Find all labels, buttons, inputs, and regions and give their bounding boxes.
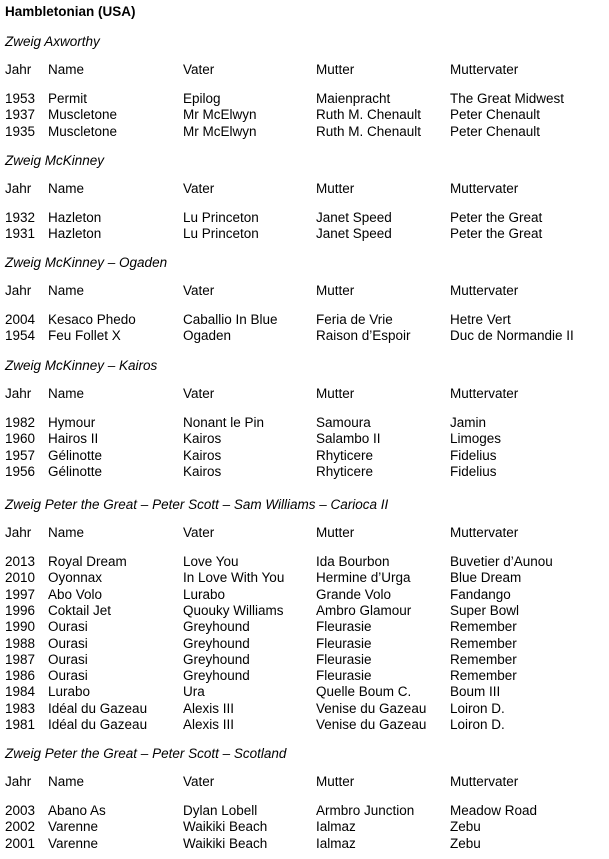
name-cell: Ourasi bbox=[48, 635, 88, 651]
name-cell: Gélinotte bbox=[48, 463, 103, 479]
father-cell: Nonant le Pin bbox=[183, 415, 265, 430]
father-cell: Mr McElwyn bbox=[183, 107, 257, 123]
table-row bbox=[0, 107, 609, 123]
year-cell: 1983 bbox=[5, 700, 36, 716]
year-cell: 2013 bbox=[5, 554, 36, 569]
table-row bbox=[0, 328, 609, 344]
year-cell: 1982 bbox=[5, 415, 36, 430]
table-header-row bbox=[0, 181, 609, 197]
year-cell: 1956 bbox=[5, 463, 36, 479]
year-cell: 1997 bbox=[5, 586, 36, 602]
table-row bbox=[0, 587, 609, 603]
mother-father-cell: Super Bowl bbox=[450, 602, 520, 618]
mother-father-cell: Remember bbox=[450, 635, 517, 651]
header-year-cell: Jahr bbox=[5, 525, 32, 540]
name-cell: Ourasi bbox=[48, 619, 88, 635]
father-cell: Dylan Lobell bbox=[183, 803, 258, 818]
mother-cell: Fleurasie bbox=[316, 651, 372, 667]
mother-father-cell: Remember bbox=[450, 668, 517, 684]
table-row bbox=[0, 431, 609, 447]
mother-cell: Quelle Boum C. bbox=[316, 684, 412, 700]
table-row bbox=[0, 619, 609, 635]
table-row bbox=[0, 668, 609, 684]
year-cell: 1981 bbox=[5, 717, 36, 732]
father-cell: In Love With You bbox=[183, 570, 285, 586]
name-cell: Ourasi bbox=[48, 668, 88, 684]
year-cell: 2001 bbox=[5, 835, 36, 851]
father-cell: Ura bbox=[183, 684, 205, 700]
table-header-row bbox=[0, 386, 609, 402]
header-father-cell: Vater bbox=[183, 181, 215, 196]
year-cell: 1937 bbox=[5, 107, 36, 123]
header-father-cell: Vater bbox=[183, 525, 215, 540]
mother-cell: Armbro Junction bbox=[316, 803, 415, 818]
name-cell: Feu Follet X bbox=[48, 328, 121, 344]
mother-cell: Fleurasie bbox=[316, 668, 372, 684]
header-name-cell: Name bbox=[48, 181, 85, 196]
year-cell: 1953 bbox=[5, 91, 36, 106]
father-cell: Ogaden bbox=[183, 328, 232, 344]
mother-father-cell: Peter the Great bbox=[450, 210, 543, 225]
father-cell: Caballio In Blue bbox=[183, 312, 278, 327]
table-row bbox=[0, 636, 609, 652]
year-cell: 1986 bbox=[5, 668, 36, 684]
year-cell: 2002 bbox=[5, 819, 36, 835]
name-cell: Hairos II bbox=[48, 431, 99, 447]
mother-cell: Ida Bourbon bbox=[316, 554, 390, 569]
year-cell: 1932 bbox=[5, 210, 36, 225]
table-row bbox=[0, 803, 609, 819]
mother-cell: Fleurasie bbox=[316, 619, 372, 635]
mother-father-cell: Zebu bbox=[450, 835, 481, 851]
mother-father-cell: Loiron D. bbox=[450, 717, 505, 732]
name-cell: Abo Volo bbox=[48, 586, 103, 602]
father-cell: Lu Princeton bbox=[183, 210, 259, 225]
name-cell: Varenne bbox=[48, 819, 99, 835]
table-row bbox=[0, 226, 609, 242]
header-year-cell: Jahr bbox=[5, 181, 32, 196]
mother-cell: Fleurasie bbox=[316, 635, 372, 651]
name-cell: Muscletone bbox=[48, 107, 118, 123]
table-header-row bbox=[0, 283, 609, 299]
mother-cell: Salambo II bbox=[316, 431, 381, 447]
mother-father-cell: Remember bbox=[450, 619, 517, 635]
table-row bbox=[0, 652, 609, 668]
table-row bbox=[0, 554, 609, 570]
mother-father-cell: Buvetier d’Aunou bbox=[450, 554, 553, 569]
name-cell: Kesaco Phedo bbox=[48, 312, 136, 327]
name-cell: Idéal du Gazeau bbox=[48, 717, 148, 732]
header-name-cell: Name bbox=[48, 283, 85, 298]
header-mother-father-cell: Muttervater bbox=[450, 181, 519, 196]
table-row bbox=[0, 210, 609, 226]
header-year-cell: Jahr bbox=[5, 386, 32, 401]
mother-cell: Rhyticere bbox=[316, 447, 374, 463]
name-cell: Lurabo bbox=[48, 684, 91, 700]
mother-cell: Venise du Gazeau bbox=[316, 717, 427, 732]
mother-cell: Ialmaz bbox=[316, 835, 356, 851]
year-cell: 2003 bbox=[5, 803, 36, 818]
year-cell: 1931 bbox=[5, 226, 36, 242]
mother-cell: Ruth M. Chenault bbox=[316, 107, 422, 123]
header-mother-father-cell: Muttervater bbox=[450, 525, 519, 540]
name-cell: Muscletone bbox=[48, 123, 118, 139]
header-mother-cell: Mutter bbox=[316, 525, 355, 540]
mother-cell: Maienpracht bbox=[316, 91, 391, 106]
mother-father-cell: Hetre Vert bbox=[450, 312, 511, 327]
header-year-cell: Jahr bbox=[5, 774, 32, 789]
name-cell: Ourasi bbox=[48, 651, 88, 667]
table-row bbox=[0, 819, 609, 835]
mother-father-cell: Meadow Road bbox=[450, 803, 538, 818]
header-name-cell: Name bbox=[48, 525, 85, 540]
table-row bbox=[0, 717, 609, 733]
name-cell: Varenne bbox=[48, 835, 99, 851]
mother-cell: Rhyticere bbox=[316, 463, 374, 479]
year-cell: 1988 bbox=[5, 635, 36, 651]
table-row bbox=[0, 836, 609, 852]
name-cell: Hymour bbox=[48, 415, 96, 430]
mother-father-cell: Fidelius bbox=[450, 447, 497, 463]
header-mother-father-cell: Muttervater bbox=[450, 774, 519, 789]
mother-father-cell: Blue Dream bbox=[450, 570, 522, 586]
table-row bbox=[0, 415, 609, 431]
mother-father-cell: The Great Midwest bbox=[450, 91, 565, 106]
table-header-row bbox=[0, 525, 609, 541]
mother-father-cell: Peter the Great bbox=[450, 226, 543, 242]
name-cell: Oyonnax bbox=[48, 570, 103, 586]
father-cell: Love You bbox=[183, 554, 239, 569]
year-cell: 1990 bbox=[5, 619, 36, 635]
father-cell: Greyhound bbox=[183, 651, 250, 667]
father-cell: Kairos bbox=[183, 447, 222, 463]
year-cell: 2004 bbox=[5, 312, 36, 327]
mother-cell: Janet Speed bbox=[316, 210, 392, 225]
mother-father-cell: Loiron D. bbox=[450, 700, 505, 716]
header-year-cell: Jahr bbox=[5, 283, 32, 298]
section-title: Zweig McKinney – Kairos bbox=[5, 358, 158, 373]
mother-father-cell: Fidelius bbox=[450, 463, 497, 479]
table-row bbox=[0, 124, 609, 140]
header-name-cell: Name bbox=[48, 386, 85, 401]
header-father-cell: Vater bbox=[183, 62, 215, 77]
father-cell: Alexis III bbox=[183, 700, 235, 716]
header-mother-father-cell: Muttervater bbox=[450, 283, 519, 298]
section-title: Zweig Peter the Great – Peter Scott – Sam Williams – Carioca II bbox=[5, 497, 389, 512]
year-cell: 1984 bbox=[5, 684, 36, 700]
mother-cell: Raison d’Espoir bbox=[316, 328, 411, 344]
header-name-cell: Name bbox=[48, 62, 85, 77]
header-father-cell: Vater bbox=[183, 774, 215, 789]
table-row bbox=[0, 312, 609, 328]
mother-father-cell: Remember bbox=[450, 651, 517, 667]
mother-cell: Feria de Vrie bbox=[316, 312, 393, 327]
name-cell: Idéal du Gazeau bbox=[48, 700, 148, 716]
table-header-row bbox=[0, 774, 609, 790]
year-cell: 1957 bbox=[5, 447, 36, 463]
father-cell: Kairos bbox=[183, 431, 222, 447]
header-year-cell: Jahr bbox=[5, 62, 32, 77]
header-mother-cell: Mutter bbox=[316, 774, 355, 789]
year-cell: 2010 bbox=[5, 570, 36, 586]
father-cell: Greyhound bbox=[183, 619, 250, 635]
mother-cell: Ambro Glamour bbox=[316, 602, 412, 618]
father-cell: Epilog bbox=[183, 91, 221, 106]
section-title: Zweig Peter the Great – Peter Scott – Scotland bbox=[5, 746, 287, 761]
father-cell: Greyhound bbox=[183, 635, 250, 651]
name-cell: Royal Dream bbox=[48, 554, 127, 569]
document-title: Hambletonian (USA) bbox=[5, 4, 136, 19]
father-cell: Lurabo bbox=[183, 586, 226, 602]
father-cell: Mr McElwyn bbox=[183, 123, 257, 139]
mother-cell: Ruth M. Chenault bbox=[316, 123, 422, 139]
header-mother-cell: Mutter bbox=[316, 181, 355, 196]
mother-father-cell: Peter Chenault bbox=[450, 123, 541, 139]
table-row bbox=[0, 701, 609, 717]
year-cell: 1935 bbox=[5, 123, 36, 139]
header-mother-father-cell: Muttervater bbox=[450, 386, 519, 401]
header-father-cell: Vater bbox=[183, 386, 215, 401]
mother-father-cell: Peter Chenault bbox=[450, 107, 541, 123]
table-row bbox=[0, 464, 609, 480]
mother-father-cell: Boum III bbox=[450, 684, 501, 700]
year-cell: 1954 bbox=[5, 328, 36, 344]
section-title: Zweig McKinney bbox=[5, 153, 105, 168]
mother-cell: Samoura bbox=[316, 415, 371, 430]
year-cell: 1960 bbox=[5, 431, 36, 447]
header-mother-cell: Mutter bbox=[316, 283, 355, 298]
section-title: Zweig Axworthy bbox=[5, 34, 100, 49]
name-cell: Permit bbox=[48, 91, 88, 106]
header-father-cell: Vater bbox=[183, 283, 215, 298]
header-mother-cell: Mutter bbox=[316, 386, 355, 401]
name-cell: Abano As bbox=[48, 803, 106, 818]
father-cell: Waikiki Beach bbox=[183, 819, 268, 835]
mother-cell: Ialmaz bbox=[316, 819, 356, 835]
mother-father-cell: Jamin bbox=[450, 415, 487, 430]
name-cell: Hazleton bbox=[48, 226, 102, 242]
section-title: Zweig McKinney – Ogaden bbox=[5, 255, 168, 270]
header-mother-father-cell: Muttervater bbox=[450, 62, 519, 77]
father-cell: Kairos bbox=[183, 463, 222, 479]
header-mother-cell: Mutter bbox=[316, 62, 355, 77]
table-header-row bbox=[0, 62, 609, 78]
table-row bbox=[0, 603, 609, 619]
mother-cell: Janet Speed bbox=[316, 226, 392, 242]
header-name-cell: Name bbox=[48, 774, 85, 789]
table-row bbox=[0, 684, 609, 700]
mother-cell: Hermine d’Urga bbox=[316, 570, 411, 586]
name-cell: Hazleton bbox=[48, 210, 102, 225]
table-row bbox=[0, 570, 609, 586]
name-cell: Gélinotte bbox=[48, 447, 103, 463]
mother-father-cell: Duc de Normandie II bbox=[450, 328, 574, 344]
mother-father-cell: Fandango bbox=[450, 586, 511, 602]
year-cell: 1996 bbox=[5, 602, 36, 618]
father-cell: Lu Princeton bbox=[183, 226, 259, 242]
table-row bbox=[0, 91, 609, 107]
father-cell: Quouky Williams bbox=[183, 602, 284, 618]
name-cell: Coktail Jet bbox=[48, 602, 112, 618]
mother-cell: Grande Volo bbox=[316, 586, 392, 602]
table-row bbox=[0, 448, 609, 464]
year-cell: 1987 bbox=[5, 651, 36, 667]
mother-father-cell: Limoges bbox=[450, 431, 502, 447]
mother-father-cell: Zebu bbox=[450, 819, 481, 835]
father-cell: Greyhound bbox=[183, 668, 250, 684]
father-cell: Alexis III bbox=[183, 717, 235, 732]
father-cell: Waikiki Beach bbox=[183, 835, 268, 851]
mother-cell: Venise du Gazeau bbox=[316, 700, 427, 716]
